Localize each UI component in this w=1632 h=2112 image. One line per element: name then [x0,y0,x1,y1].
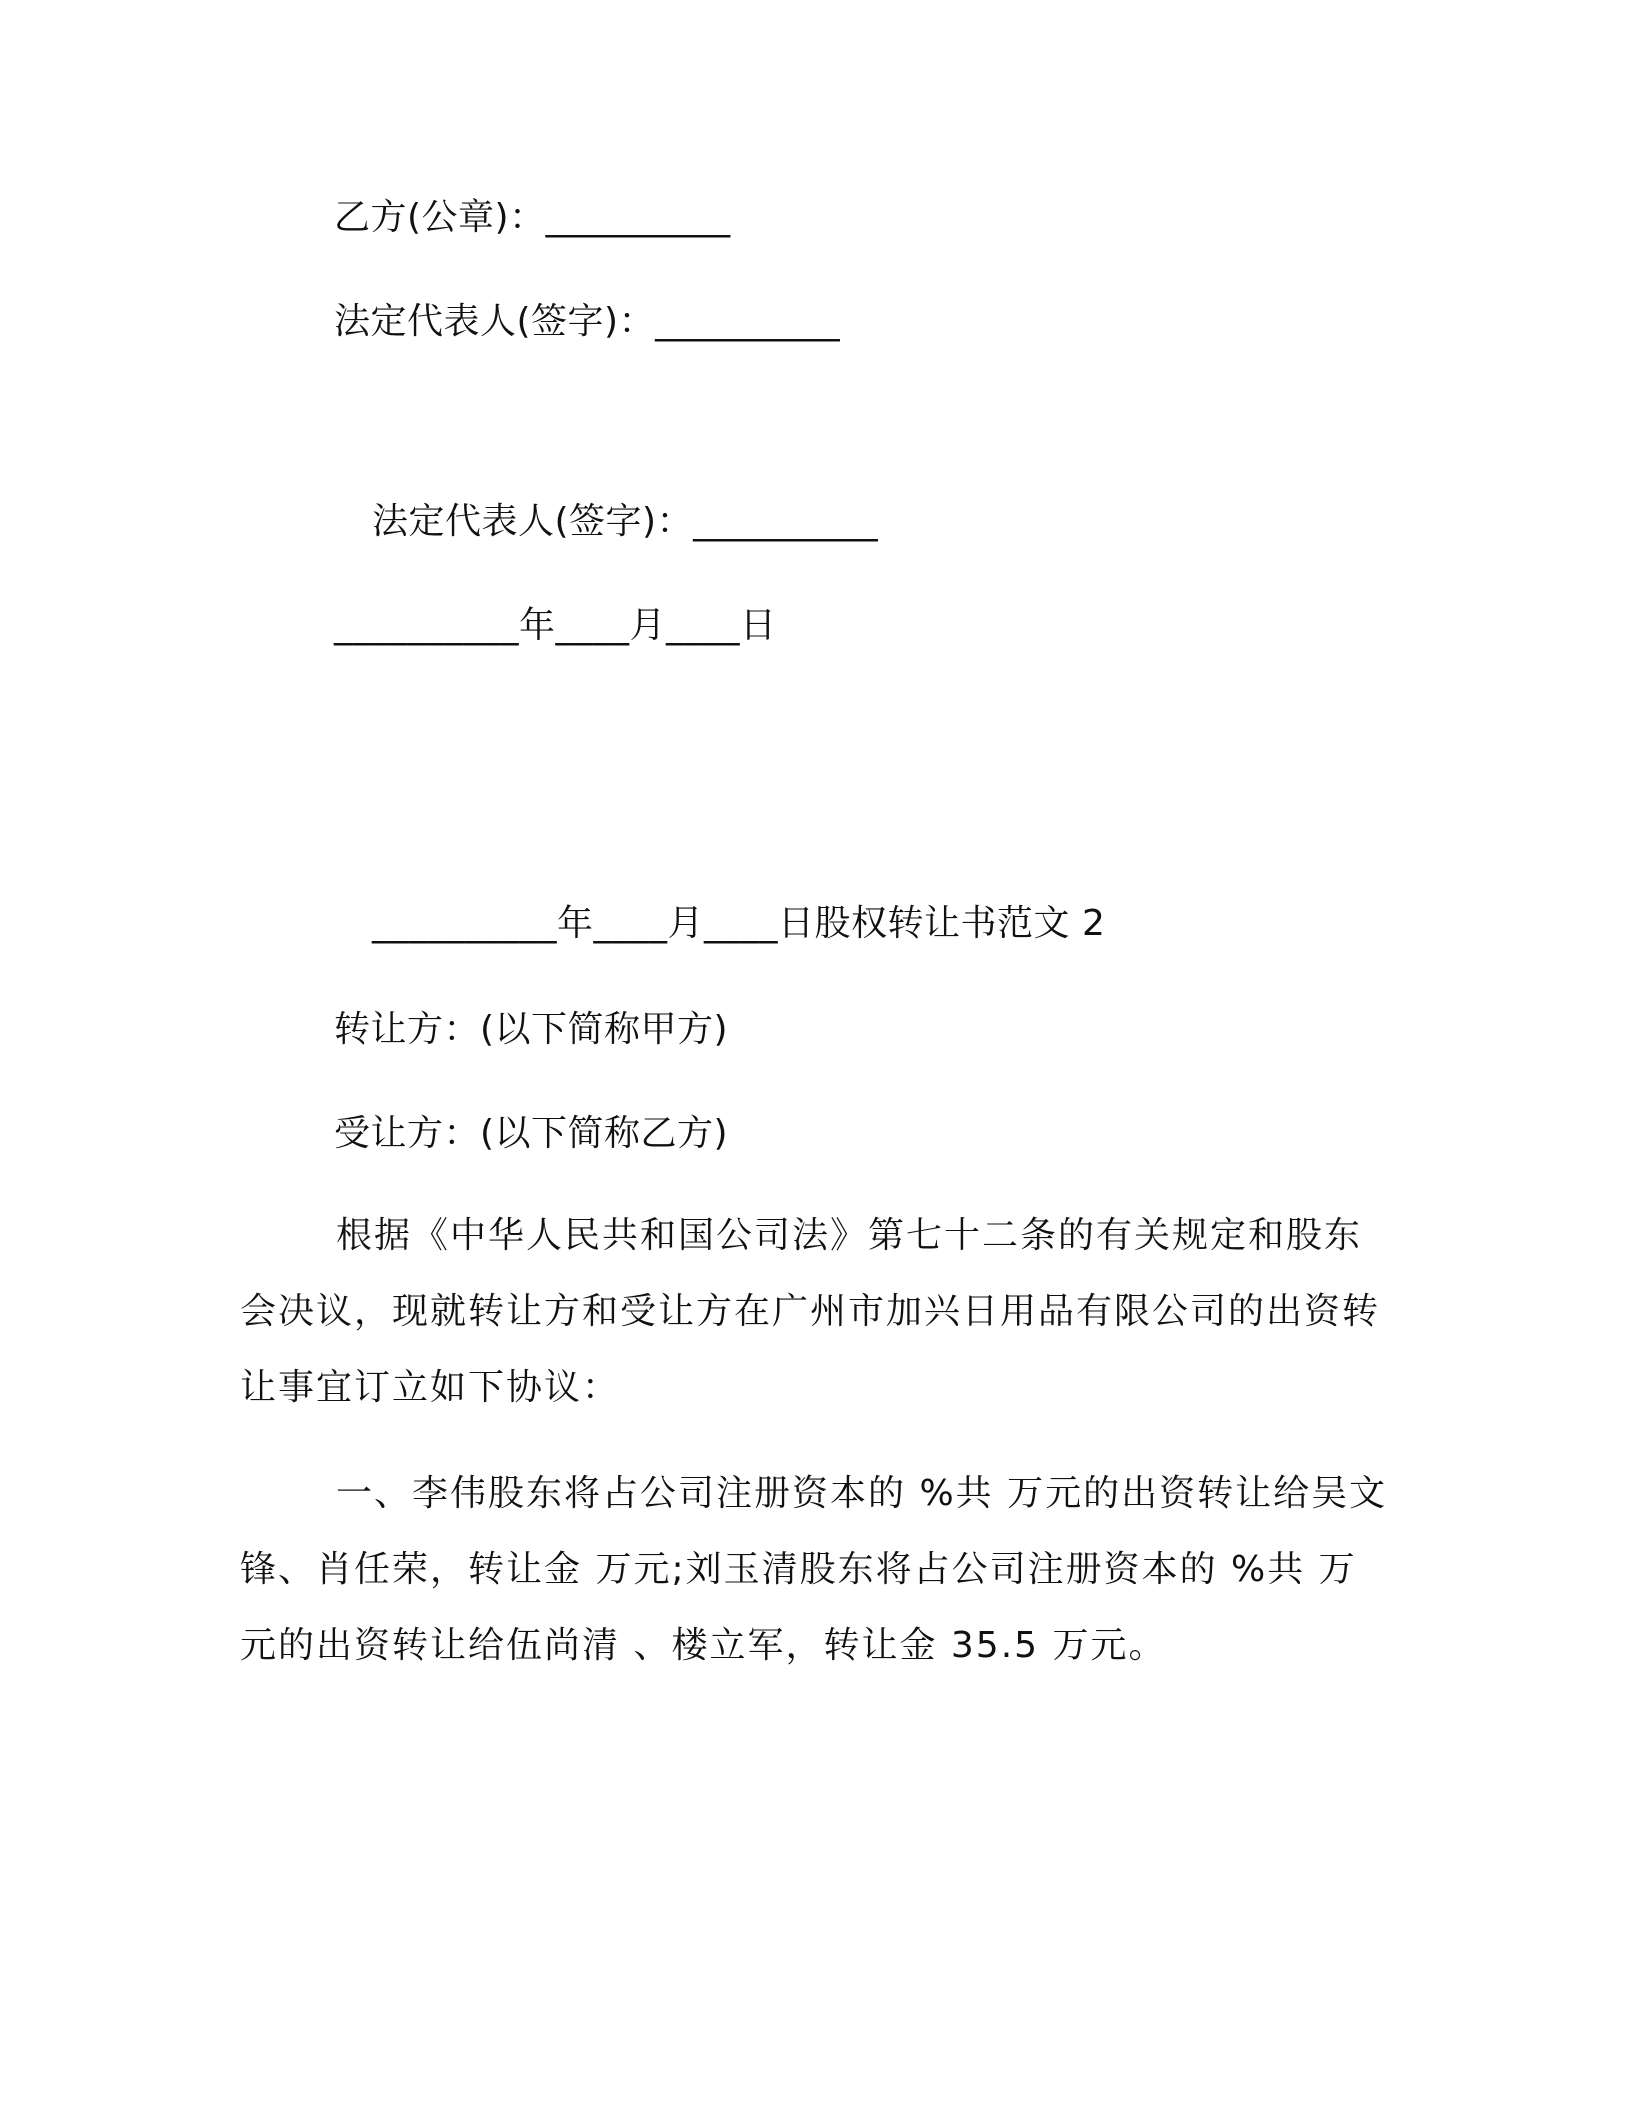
clause-1-paragraph: 一、李伟股东将占公司注册资本的 %共 万元的出资转让给吴文锋、肖任荣，转让金 万元;刘玉清股东将占公司注册资本的 %共 万元的出资转让给伍尚清 、楼立军，转让金 35.5 万元。 [240,1473,1388,1666]
transferee-line: 受让方：(以下简称乙方) [334,1113,729,1154]
intro-paragraph: 根据《中华人民共和国公司法》第七十二条的有关规定和股东会决议，现就转让方和受让方在广州市加兴日用品有限公司的出资转让事宜订立如下协议： [240,1215,1381,1408]
document-title: __________年____月____日股权转让书范文 2 [372,903,1106,944]
legal-rep-signature-line-2: 法定代表人(签字)：__________ [372,501,879,542]
transferor-line: 转让方：(以下简称甲方) [334,1009,729,1050]
party-b-seal-line: 乙方(公章)：__________ [334,197,731,238]
legal-rep-signature-line: 法定代表人(签字)：__________ [334,301,841,342]
signature-date-line: __________年____月____日 [334,605,777,646]
